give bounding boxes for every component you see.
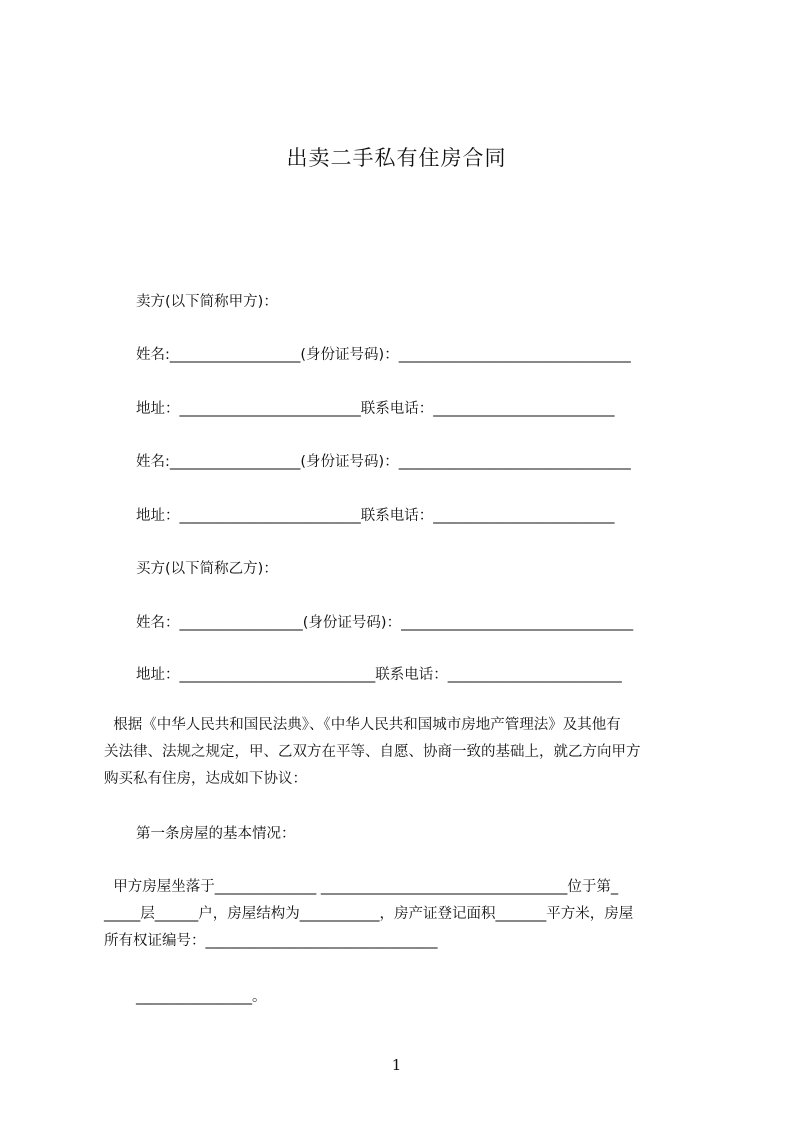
- preamble-line: 关法律、法规之规定，甲、乙双方在平等、自愿、协商一致的基础上，就乙方向甲方: [104, 744, 641, 760]
- seller1-address-line: 地址：_________________________联系电话：_________________________: [136, 401, 615, 417]
- article1-line: 所有权证编号：________________________________: [104, 933, 438, 949]
- buyer-address-line: 地址：___________________________联系电话：________________________: [136, 667, 622, 683]
- seller2-address-line: 地址：_________________________联系电话：_________________________: [136, 508, 615, 524]
- seller-heading: 卖方(以下简称甲方)：: [136, 294, 278, 310]
- article1-heading: 第一条房屋的基本情况：: [136, 826, 296, 842]
- document-title: 出卖二手私有住房合同: [286, 146, 507, 170]
- seller1-name-line: 姓名:__________________(身份证号码)：________________________________: [136, 347, 631, 363]
- article1-line: _____层______户，房屋结构为___________，房产证登记面积_______平方米，房屋: [104, 906, 634, 922]
- buyer-heading: 买方(以下简称乙方)：: [136, 561, 278, 577]
- article1-tail: ________________。: [136, 989, 267, 1005]
- preamble-line: 根据《中华人民共和国民法典》、《中华人民共和国城市房地产管理法》及其他有: [104, 717, 621, 733]
- page-number: 1: [391, 1056, 402, 1074]
- buyer-name-line: 姓名：_________________(身份证号码)：________________________________: [136, 615, 634, 631]
- article1-line: 甲方房屋坐落于______________ __________________________________位于第_: [104, 879, 619, 895]
- article1-paragraph: [104, 874, 704, 955]
- preamble-line: 购买私有住房，达成如下协议：: [104, 771, 307, 787]
- seller2-name-line: 姓名:__________________(身份证号码)：________________________________: [136, 454, 631, 470]
- preamble-paragraph: [104, 712, 704, 793]
